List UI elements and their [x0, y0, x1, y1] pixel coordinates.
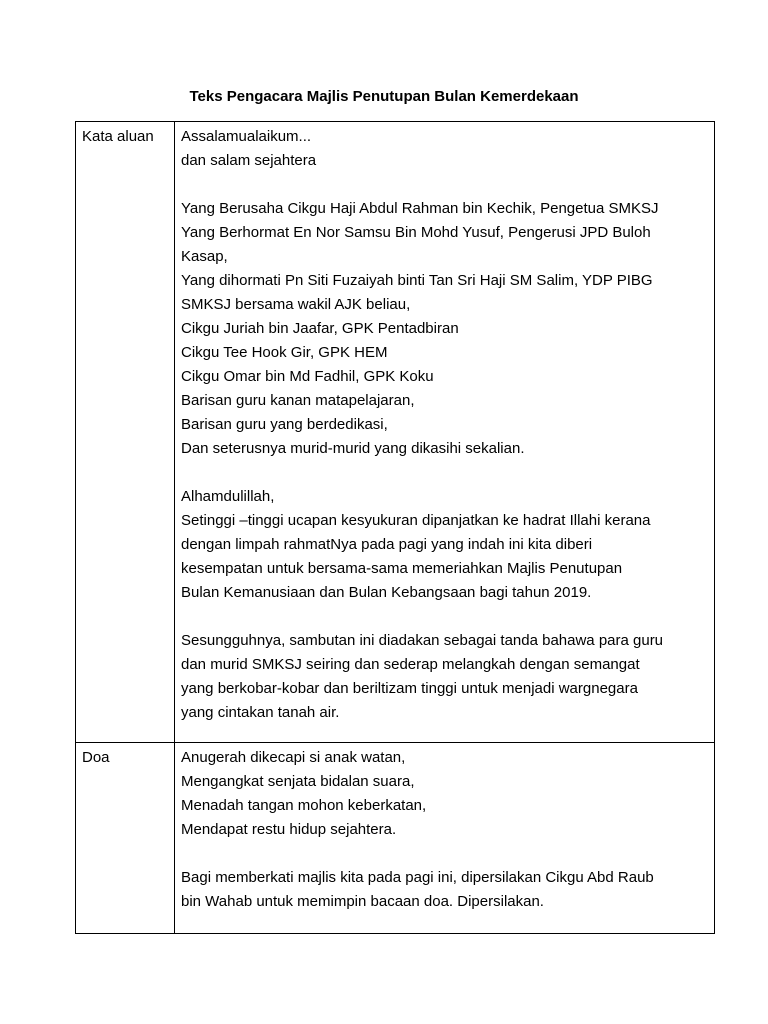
text-line: Dan seterusnya murid-murid yang dikasihi sekalian. [181, 440, 525, 457]
document-title: Teks Pengacara Majlis Penutupan Bulan Kemerdekaan [189, 88, 579, 105]
text-line: Sesungguhnya, sambutan ini diadakan sebagai tanda bahawa para guru [181, 632, 664, 649]
text-line: SMKSJ bersama wakil AJK beliau, [181, 296, 411, 313]
paragraph [181, 746, 708, 842]
text-line: dan murid SMKSJ seiring dan sederap melangkah dengan semangat [181, 656, 640, 673]
text-line: Yang Berusaha Cikgu Haji Abdul Rahman bin Kechik, Pengetua SMKSJ [181, 200, 659, 217]
table-row-doa [76, 743, 715, 934]
text-line: Mengangkat senjata bidalan suara, [181, 773, 415, 790]
text-line: Yang Berhormat En Nor Samsu Bin Mohd Yusuf, Pengerusi JPD Buloh [181, 224, 651, 241]
section-label: Kata aluan [76, 122, 175, 743]
section-label: Doa [76, 743, 175, 934]
text-line: Cikgu Omar bin Md Fadhil, GPK Koku [181, 368, 434, 385]
text-line: Setinggi –tinggi ucapan kesyukuran dipanjatkan ke hadrat Illahi kerana [181, 512, 651, 529]
text-line: Cikgu Tee Hook Gir, GPK HEM [181, 344, 388, 361]
text-line: Yang dihormati Pn Siti Fuzaiyah binti Tan Sri Haji SM Salim, YDP PIBG [181, 272, 653, 289]
text-line: Barisan guru kanan matapelajaran, [181, 392, 415, 409]
text-line: Bulan Kemanusiaan dan Bulan Kebangsaan bagi tahun 2019. [181, 584, 592, 601]
text-line: yang cintakan tanah air. [181, 704, 340, 721]
section-content [175, 122, 715, 743]
text-line: dan salam sejahtera [181, 152, 317, 169]
text-line: Kasap, [181, 248, 228, 265]
text-line: Barisan guru yang berdedikasi, [181, 416, 388, 433]
script-table [75, 121, 715, 934]
paragraph [181, 629, 708, 725]
text-line: dengan limpah rahmatNya pada pagi yang indah ini kita diberi [181, 536, 593, 553]
text-line: bin Wahab untuk memimpin bacaan doa. Dipersilakan. [181, 893, 544, 910]
text-line: Anugerah dikecapi si anak watan, [181, 749, 406, 766]
text-line: kesempatan untuk bersama-sama memeriahkan Majlis Penutupan [181, 560, 623, 577]
table-row-kata-aluan [76, 122, 715, 743]
section-content [175, 743, 715, 934]
text-line: Mendapat restu hidup sejahtera. [181, 821, 397, 838]
paragraph [181, 197, 708, 461]
paragraph [181, 866, 708, 914]
text-line: Alhamdulillah, [181, 488, 275, 505]
paragraph [181, 125, 708, 173]
paragraph [181, 485, 708, 605]
text-line: Bagi memberkati majlis kita pada pagi ini, dipersilakan Cikgu Abd Raub [181, 869, 654, 886]
text-line: Cikgu Juriah bin Jaafar, GPK Pentadbiran [181, 320, 459, 337]
text-line: Menadah tangan mohon keberkatan, [181, 797, 427, 814]
text-line: yang berkobar-kobar dan beriltizam tinggi untuk menjadi wargnegara [181, 680, 638, 697]
text-line: Assalamualaikum... [181, 128, 312, 145]
